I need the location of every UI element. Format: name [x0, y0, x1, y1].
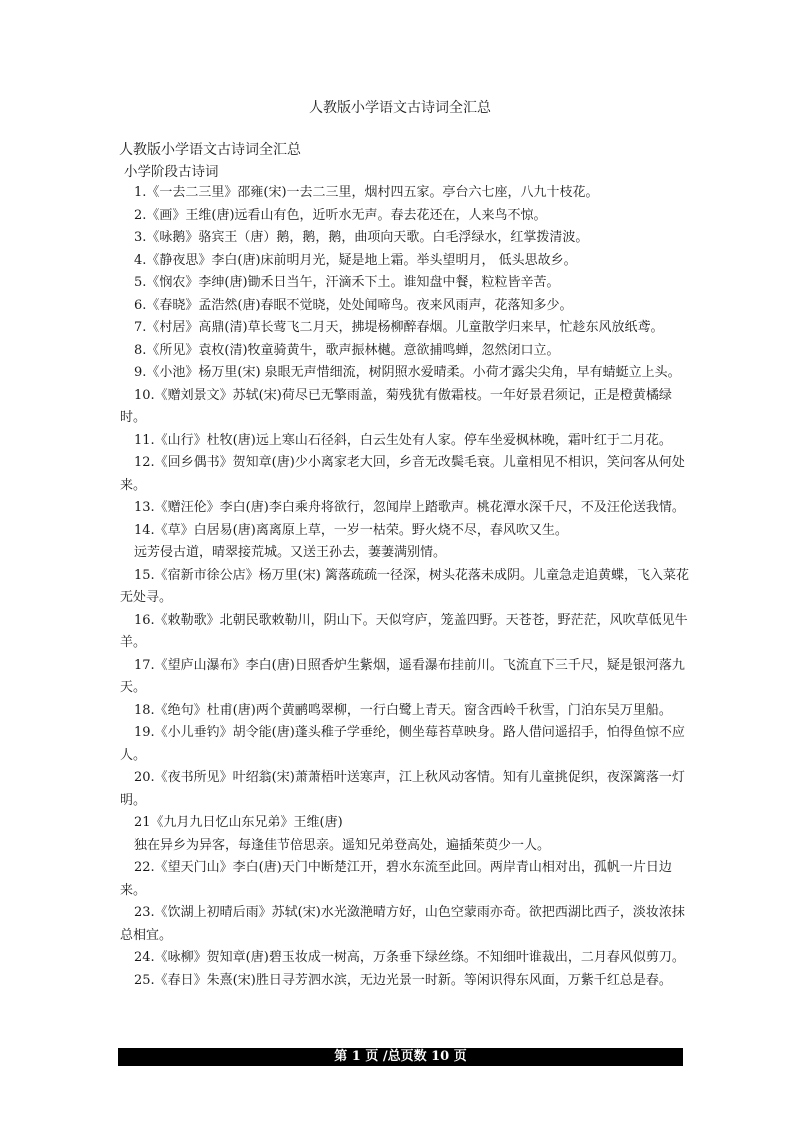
- poem-entry: 1.《一去二三里》邵雍(宋)一去二三里，烟村四五家。亭台六七座，八九十枝花。: [134, 185, 599, 200]
- poem-entry: 9.《小池》杨万里(宋) 泉眼无声惜细流，树阴照水爱晴柔。小荷才露尖尖角，早有蜻蜓立上头。: [134, 365, 681, 380]
- poem-entry: 14.《草》白居易(唐)离离原上草，一岁一枯荣。野火烧不尽，春风吹又生。: [134, 522, 568, 538]
- poem-entry: 22.《望天门山》李白(唐)天门中断楚江开，碧水东流至此回。两岸青山相对出，孤帆一片日边来。: [120, 860, 672, 898]
- poem-entry: 4.《静夜思》李白(唐)床前明月光，疑是地上霜。举头望明月， 低头思故乡。: [134, 252, 577, 268]
- poem-entry: 16.《敕勒歌》北朝民歌敕勒川，阴山下。天似穹庐，笼盖四野。天苍苍，野茫茫，风吹草低见牛羊。: [120, 612, 688, 650]
- poem-entry: 11.《山行》杜牧(唐)远上寒山石径斜，白云生处有人家。停车坐爱枫林晚，霜叶红于二月花。: [134, 432, 672, 448]
- poem-entry: 10.《赠刘景文》苏轼(宋)荷尽已无擎雨盖，菊残犹有傲霜枝。一年好景君须记，正是橙黄橘绿时。: [120, 387, 672, 425]
- poem-entry: 23.《饮湖上初晴后雨》苏轼(宋)水光潋滟晴方好，山色空蒙雨亦奇。欲把西湖比西子，淡妆浓抹总相宜。: [120, 905, 685, 943]
- poem-list: [120, 182, 695, 992]
- poem-entry: 18.《绝句》杜甫(唐)两个黄鹂鸣翠柳，一行白鹭上青天。窗含西岭千秋雪，门泊东吴万里船。: [134, 702, 672, 718]
- poem-entry: 15.《宿新市徐公店》杨万里(宋) 篱落疏疏一径深，树头花落未成阴。儿童急走追黄蝶，飞入菜花无处寻。: [120, 567, 689, 605]
- page-number-label: 第 1 页 /总页数 10 页: [334, 1049, 467, 1064]
- poem-entry: 21《九月九日忆山东兄弟》王维(唐): [134, 815, 343, 830]
- poem-entry: 25.《春日》朱熹(宋)胜日寻芳泗水滨，无边光景一时新。等闲识得东风面，万紫千红总是春。: [134, 972, 672, 988]
- poem-entry: 20.《夜书所见》叶绍翁(宋)萧萧梧叶送寒声，江上秋风动客情。知有儿童挑促织，夜深篱落一灯明。: [120, 770, 685, 808]
- poem-entry: 6.《春晓》孟浩然(唐)春眠不觉晓，处处闻啼鸟。夜来风雨声，花落知多少。: [134, 297, 573, 313]
- page-title: 人教版小学语文古诗词全汇总: [309, 100, 491, 116]
- poem-entry: 24.《咏柳》贺知章(唐)碧玉妆成一树高，万条垂下绿丝绦。不知细叶谁裁出，二月春风似剪刀。: [134, 950, 685, 965]
- poem-entry: 19.《小儿垂钓》胡令能(唐)蓬头稚子学垂纶，侧坐莓苔草映身。路人借问遥招手，怕得鱼惊不应人。: [120, 725, 685, 763]
- poem-entry: 8.《所见》袁枚(清)牧童骑黄牛，歌声振林樾。意欲捕鸣蝉，忽然闭口立。: [134, 342, 560, 358]
- poem-entry: 2.《画》王维(唐)远看山有色，近听水无声。春去花还在，人来鸟不惊。: [134, 207, 547, 223]
- poem-entry: 12.《回乡偶书》贺知章(唐)少小离家老大回，乡音无改鬓毛衰。儿童相见不相识，笑问客从何处来。: [120, 455, 685, 493]
- page-footer: [118, 1048, 683, 1066]
- poem-entry: 7.《村居》高鼎(清)草长莺飞二月天，拂堤杨柳醉春烟。儿童散学归来早，忙趁东风放纸鸢。: [134, 320, 664, 335]
- poem-entry: 3.《咏鹅》骆宾王（唐）鹅，鹅，鹅，曲项向天歌。白毛浮绿水，红掌拨清波。: [134, 230, 589, 245]
- section-heading: 小学阶段古诗词: [124, 164, 219, 180]
- poem-continuation: 独在异乡为异客，每逢佳节倍思亲。遥知兄弟登高处，遍插茱萸少一人。: [134, 837, 551, 853]
- document-heading: 人教版小学语文古诗词全汇总: [119, 142, 301, 158]
- poem-entry: 17.《望庐山瀑布》李白(唐)日照香炉生紫烟，遥看瀑布挂前川。飞流直下三千尺，疑是银河落九天。: [120, 657, 685, 695]
- poem-entry: 13.《赠汪伦》李白(唐)李白乘舟将欲行，忽闻岸上踏歌声。桃花潭水深千尺，不及汪伦送我情。: [134, 500, 685, 515]
- poem-entry: 5.《悯农》李绅(唐)锄禾日当午，汗滴禾下土。谁知盘中餐，粒粒皆辛苦。: [134, 275, 560, 290]
- poem-continuation: 远芳侵古道，晴翠接荒城。又送王孙去，萋萋满别情。: [134, 545, 447, 560]
